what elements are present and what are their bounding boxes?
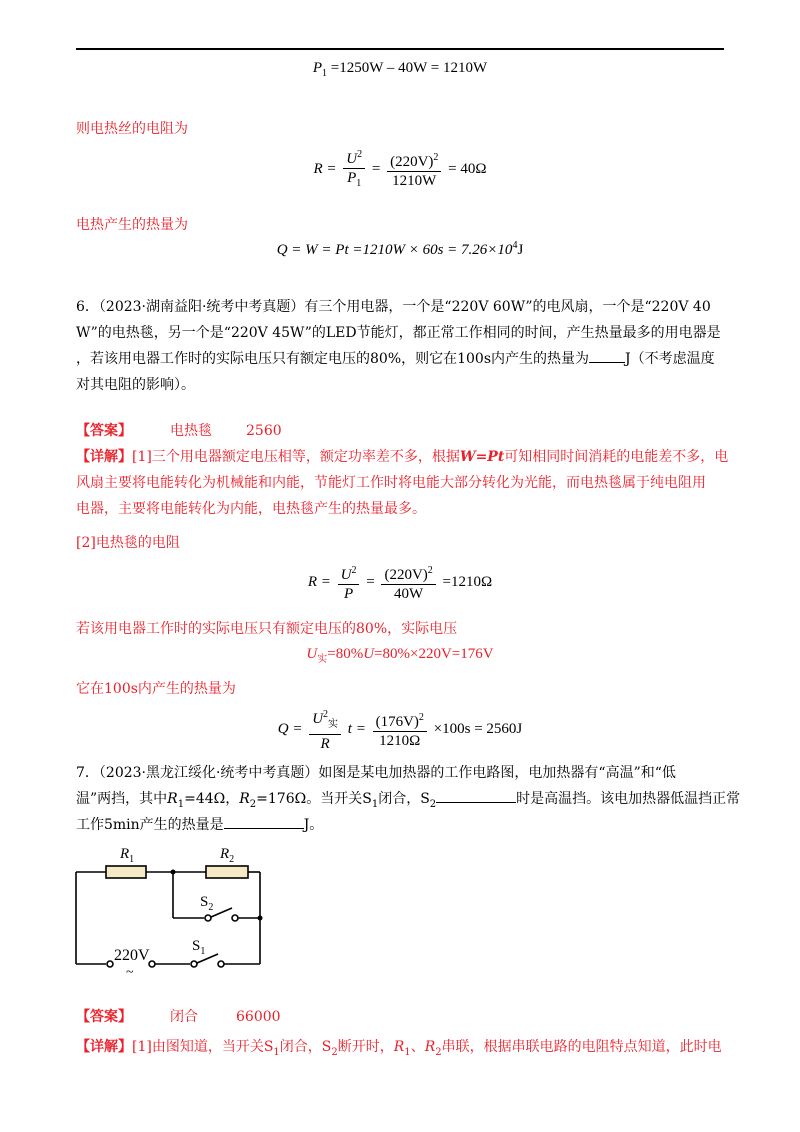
q6-detail-line2: 风扇主要将电能转化为机械能和内能，节能灯工作时将电能大部分转化为光能，而电热毯属于纯电阻用	[76, 475, 706, 491]
q6-detail-line1: 【详解】[1]三个用电器额定电压相等，额定功率差不多，根据W=Pt可知相同时间消耗的电能差不多，电	[76, 449, 729, 465]
q7-answer-blank-2	[224, 815, 304, 829]
q7-detail-line1: 【详解】[1]由图知道，当开关$S_1$闭合，$S_2$断开时，$R_1$、$R_2$串联，根据串联电路的电阻特点知道，此时电	[76, 1039, 722, 1058]
q7-answer-blank-1	[436, 789, 516, 803]
q6-detail-line4: [2]电热毯的电阻	[76, 535, 180, 551]
q6-answer-blank	[589, 349, 625, 363]
q7-line3: 工作5min产生的热量是 J。	[76, 817, 324, 833]
q6-line1: 6．（2023·湖南益阳·统考中考真题）有三个用电器，一个是“220V 60W”的电风扇，一个是“220V 40	[76, 299, 711, 315]
circuit-diagram	[70, 840, 280, 980]
label-s2: $S_2$	[200, 894, 214, 913]
q6-line3: ，若该用电器工作时的实际电压只有额定电压的80%，则它在100s内产生的热量为 J（不考虑温度	[76, 351, 715, 367]
q6-detail-line6: 它在100s内产生的热量为	[76, 681, 236, 697]
label-source-voltage: 220V	[114, 947, 150, 964]
equation-p1: $P_1 =1250W - 40W = 1210W$	[312, 60, 488, 79]
q6-line4: 对其电阻的影响）。	[76, 377, 195, 393]
q7-line1: 7．（2023·黑龙江绥化·统考中考真题）如图是某电加热器的工作电路图，电加热器有“高温”和“低	[76, 765, 676, 781]
q6-detail-line5: 若该用电器工作时的实际电压只有额定电压的80%，实际电压	[76, 621, 458, 637]
equation-actual-voltage: $U_实=80\%U=80\%\times 220V=176V$	[306, 646, 494, 665]
header-rule	[76, 48, 724, 50]
label-r2: $R_2$	[220, 846, 235, 865]
label-ac-symbol: ~	[126, 965, 134, 980]
equation-heat: $Q = W = Pt =1210W \times 60s = 7.26\times 10^4J$	[276, 240, 524, 258]
text-resistance: 则电热丝的电阻为	[76, 121, 188, 137]
q7-answer: 【答案】 闭合 66000	[76, 1009, 281, 1025]
label-r1: $R_1$	[120, 846, 135, 865]
equation-actual-heat: Q = $\frac{U^2_实}{R}$ t = $\frac{(176V)^2}{1210\Omega}$ ×100s = 2560J	[76, 706, 724, 753]
text-heat: 电热产生的热量为	[76, 217, 188, 233]
q6-detail-line3: 电器，主要将电能转化为内能，电热毯产生的热量最多。	[76, 501, 426, 517]
equation-blanket-resistance: R = $\frac{U^2}{P}$ = $\frac{(220V)^2}{40W}$ =1210Ω	[76, 562, 724, 603]
q6-line2: W”的电热毯，另一个是“220V 45W”的LED节能灯，都正常工作相同的时间，产生热量最多的用电器是	[76, 325, 721, 341]
label-s1: $S_1$	[192, 938, 206, 957]
equation-resistance: R = $\frac{U^2}{P_1}$ = $\frac{(220V)^2}{1210W}$ = 40Ω	[76, 146, 724, 193]
q7-line2: 温”两挡，其中$R_1=44\Omega$，$R_2=176\Omega$。当开关$S_1$闭合，$S_2$ 时是高温挡。该电加热器低温挡正常	[76, 791, 741, 810]
q6-answer: 【答案】 电热毯 2560	[76, 423, 282, 439]
